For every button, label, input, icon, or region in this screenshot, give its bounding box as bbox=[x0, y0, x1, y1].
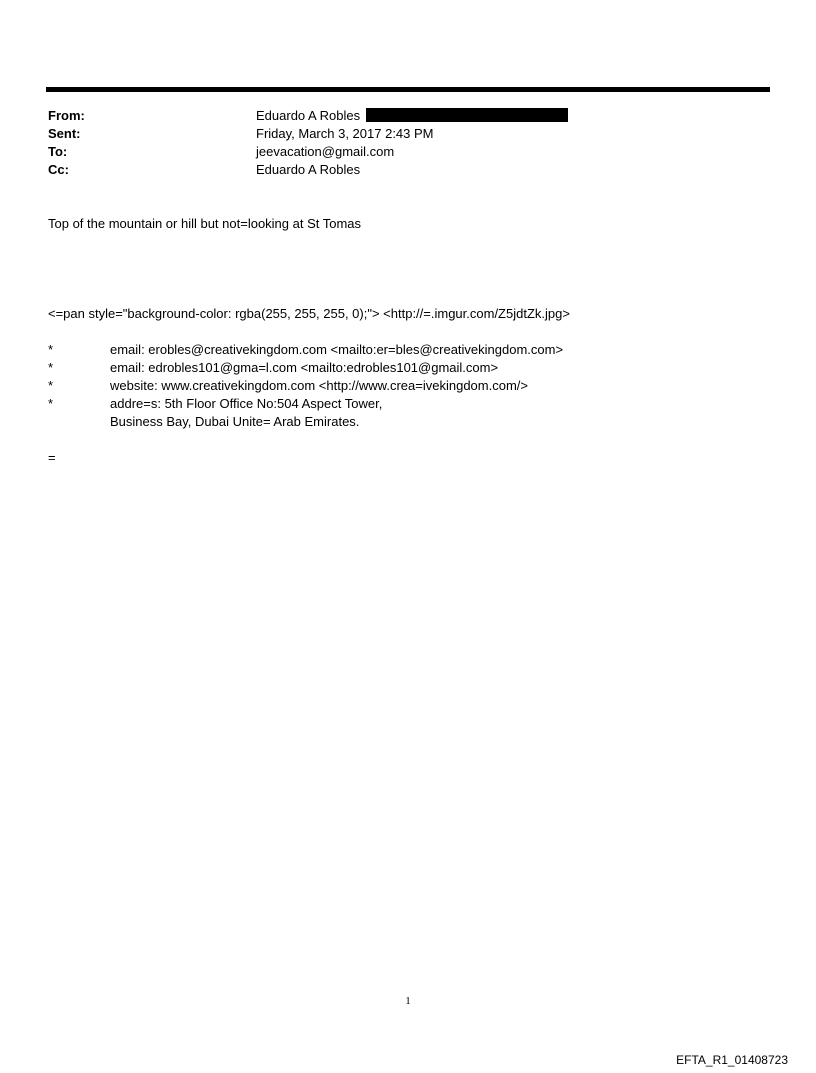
cc-label: Cc: bbox=[48, 162, 69, 177]
header-rule bbox=[46, 87, 770, 92]
document-id: EFTA_R1_01408723 bbox=[676, 1053, 788, 1067]
bullet-marker: * bbox=[48, 342, 54, 357]
bullet-marker: * bbox=[48, 378, 54, 393]
trailing-marker: = bbox=[48, 450, 56, 465]
cc-row bbox=[48, 161, 768, 179]
bullet-marker: * bbox=[48, 360, 54, 375]
bullet-item: addre=s: 5th Floor Office No:504 Aspect Tower, bbox=[110, 396, 383, 411]
from-value-wrap bbox=[256, 107, 568, 125]
bullet-item: website: www.creativekingdom.com <http://www.crea=ivekingdom.com/> bbox=[110, 378, 528, 393]
to-value: jeevacation@gmail.com bbox=[256, 144, 395, 159]
sent-label: Sent: bbox=[48, 126, 81, 141]
bullet-item: email: edrobles101@gma=l.com <mailto:edrobles101@gmail.com> bbox=[110, 360, 499, 375]
cc-value: Eduardo A Robles bbox=[256, 162, 361, 177]
page-number: 1 bbox=[405, 995, 411, 1007]
sent-value: Friday, March 3, 2017 2:43 PM bbox=[256, 126, 434, 141]
from-label: From: bbox=[48, 108, 85, 123]
sent-row bbox=[48, 125, 768, 143]
bullet-item: email: erobles@creativekingdom.com <mailto:er=bles@creativekingdom.com> bbox=[110, 342, 564, 357]
from-value: Eduardo A Robles bbox=[256, 108, 361, 123]
body-line-1: Top of the mountain or hill but not=looking at St Tomas bbox=[48, 216, 362, 231]
to-row bbox=[48, 143, 768, 161]
redaction-block bbox=[366, 108, 568, 122]
bullet-marker: * bbox=[48, 396, 54, 411]
to-label: To: bbox=[48, 144, 68, 159]
address-continuation: Business Bay, Dubai Unite= Arab Emirates. bbox=[110, 414, 360, 429]
body-line-2: <=pan style="background-color: rgba(255, 255, 255, 0);"> <http://=.imgur.com/Z5jdtZk.jpg> bbox=[48, 306, 570, 321]
from-row bbox=[48, 107, 768, 125]
